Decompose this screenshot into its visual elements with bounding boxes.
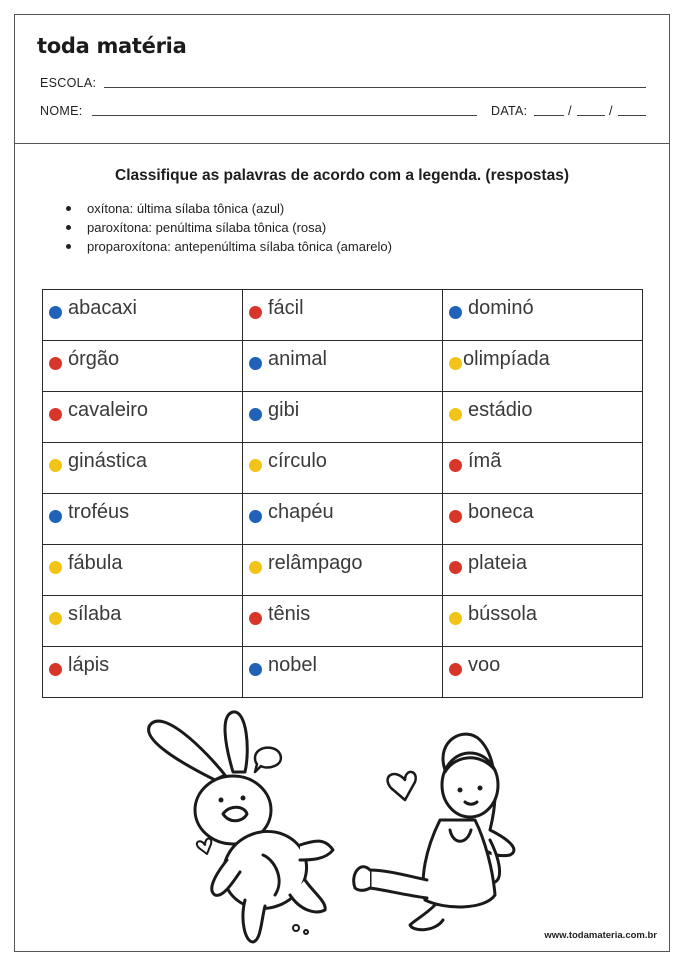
worksheet: [14, 14, 670, 952]
word-cell: [243, 494, 443, 545]
color-dot-red: [449, 459, 462, 472]
word-cell: [443, 290, 643, 341]
word-text: animal: [268, 348, 327, 370]
word-cell: [43, 443, 243, 494]
legend-list: [63, 199, 392, 256]
date-separator: /: [609, 103, 613, 118]
word-cell: [43, 392, 243, 443]
word-cell: [243, 392, 443, 443]
date-month-line: [577, 115, 605, 116]
word-text: olimpíada: [463, 348, 550, 370]
heart-icon: [388, 772, 416, 800]
legend-text: oxítona: última sílaba tônica (azul): [87, 201, 285, 216]
word-text: plateia: [468, 552, 527, 574]
date-year-line: [618, 115, 646, 116]
name-line: [92, 115, 477, 116]
rabbit-plush-icon: [149, 712, 333, 942]
word-cell: [243, 290, 443, 341]
word-text: órgão: [68, 348, 120, 370]
color-dot-yellow: [449, 408, 462, 421]
word-text: tênis: [268, 603, 311, 625]
word-text: lápis: [68, 654, 110, 676]
word-cell: [243, 545, 443, 596]
color-dot-red: [49, 663, 62, 676]
table-row: [43, 392, 643, 443]
color-dot-blue: [49, 306, 62, 319]
color-dot-red: [449, 663, 462, 676]
date-separator: /: [568, 103, 572, 118]
color-dot-yellow: [249, 459, 262, 472]
word-cell: [43, 341, 243, 392]
legend-text: proparoxítona: antepenúltima sílaba tônica (amarelo): [87, 239, 392, 254]
color-dot-red: [49, 408, 62, 421]
word-text: voo: [468, 654, 501, 676]
word-cell: [43, 494, 243, 545]
date-label: DATA:: [491, 104, 528, 118]
bullet-icon: [66, 225, 71, 230]
word-cell: [443, 596, 643, 647]
table-row: [43, 545, 643, 596]
school-line: [104, 87, 646, 88]
word-text: nobel: [268, 654, 317, 676]
footer-url: www.todamateria.com.br: [544, 930, 657, 941]
color-dot-blue: [249, 663, 262, 676]
word-cell: [243, 647, 443, 698]
word-text: relâmpago: [268, 552, 363, 574]
table-row: [43, 494, 643, 545]
word-cell: [443, 494, 643, 545]
date-day-line: [534, 115, 564, 116]
word-cell: [443, 545, 643, 596]
word-cell: [43, 647, 243, 698]
word-text: fábula: [68, 552, 123, 574]
legend-item: [63, 237, 392, 256]
legend-text: paroxítona: penúltima sílaba tônica (rosa): [87, 220, 327, 235]
legend-item: [63, 218, 392, 237]
table-row: [43, 443, 643, 494]
activity-title: Classifique as palavras de acordo com a legenda. (respostas): [115, 167, 569, 184]
color-dot-red: [49, 357, 62, 370]
color-dot-yellow: [449, 612, 462, 625]
word-text: boneca: [468, 501, 534, 523]
word-cell: [443, 392, 643, 443]
word-cell: [43, 290, 243, 341]
word-text: dominó: [468, 297, 534, 319]
word-cell: [43, 596, 243, 647]
color-dot-yellow: [449, 357, 462, 370]
legend-item: [63, 199, 392, 218]
color-dot-red: [449, 510, 462, 523]
toys-illustration: [115, 710, 535, 950]
table-row: [43, 341, 643, 392]
table-row: [43, 290, 643, 341]
name-label: NOME:: [40, 104, 83, 118]
table-row: [43, 647, 643, 698]
color-dot-blue: [249, 408, 262, 421]
color-dot-yellow: [49, 459, 62, 472]
word-cell: [443, 647, 643, 698]
brand-logo: toda matéria: [37, 34, 187, 58]
table-row: [43, 596, 643, 647]
word-cell: [443, 341, 643, 392]
color-dot-yellow: [49, 612, 62, 625]
word-text: ginástica: [68, 450, 147, 472]
header-divider: [15, 143, 669, 144]
color-dot-yellow: [249, 561, 262, 574]
word-cell: [243, 443, 443, 494]
word-text: círculo: [268, 450, 327, 472]
word-text: abacaxi: [68, 297, 137, 319]
color-dot-red: [249, 612, 262, 625]
word-text: gibi: [268, 399, 300, 421]
school-label: ESCOLA:: [40, 76, 97, 90]
word-text: ímã: [468, 450, 502, 472]
color-dot-yellow: [49, 561, 62, 574]
word-text: chapéu: [268, 501, 334, 523]
word-cell: [243, 596, 443, 647]
words-table: [42, 289, 643, 698]
word-text: fácil: [268, 297, 304, 319]
color-dot-blue: [249, 510, 262, 523]
color-dot-red: [249, 306, 262, 319]
word-text: sílaba: [68, 603, 122, 625]
word-cell: [243, 341, 443, 392]
color-dot-red: [449, 561, 462, 574]
word-cell: [443, 443, 643, 494]
doll-icon: [354, 734, 514, 930]
bullet-icon: [66, 206, 71, 211]
color-dot-blue: [449, 306, 462, 319]
word-cell: [43, 545, 243, 596]
word-text: cavaleiro: [68, 399, 149, 421]
color-dot-blue: [249, 357, 262, 370]
word-text: estádio: [468, 399, 533, 421]
word-text: troféus: [68, 501, 130, 523]
color-dot-blue: [49, 510, 62, 523]
word-text: bússola: [468, 603, 537, 625]
bullet-icon: [66, 244, 71, 249]
